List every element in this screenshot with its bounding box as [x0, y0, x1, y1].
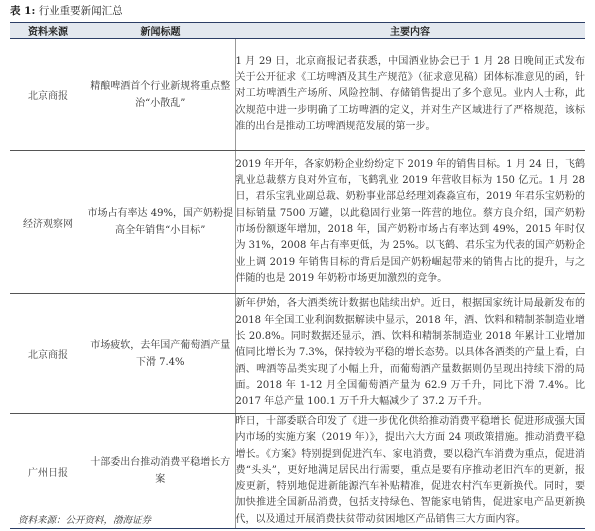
row-source: 北京商报	[10, 39, 86, 151]
table-row	[10, 151, 585, 294]
row-content	[235, 151, 585, 294]
source-note: 资料来源：公开资料，渤海证券	[18, 515, 152, 526]
row-content	[235, 39, 585, 151]
row-headline: 精酿啤酒首个行业新规将重点整治“小散乱”	[86, 39, 235, 151]
content-paragraph: 1 月 29 日，北京商报记者获悉，中国酒业协会已于 1 月 28 日晚间正式发布关于公开征求《工坊啤酒及其生产规范》（征求意见稿）团体标准意见的函，针对工坊啤酒生产场所、风险控制、存储销售提出了多个意见。业内人士称，此次规范中进一步明确了工坊啤酒的定义，并对生产区域进行了严格规范，该标准的出台是推动工坊啤酒规范发展的第一步。	[235, 55, 585, 132]
table-row	[10, 39, 585, 151]
news-summary-table	[10, 22, 585, 529]
content-paragraph: 新年伊始，各大酒类统计数据也陆续出炉。近日，根据国家统计局最新发布的 2018 年全国工业利润数据解读中显示，2018 年，酒、饮料和精制茶制造业增长 20.8%。同时数据还显示，酒、饮料和精制茶制造业 2018 年累计工业增加值同比增长为 7.3%，保持较为平稳的增长态势。以具体各酒类的产量上看，白酒、啤酒等品类实现了小幅上升，而葡萄酒产量数据则仍呈现出持续下滑的局面。2018 年 1-12 月全国葡萄酒产量为 62.9 万千升，同比下滑 7.4%。比 2017 年总产量 100.1 万千升大幅减少了 37.2 万千升。	[235, 298, 585, 408]
row-headline: 市场疲软，去年国产葡萄酒产量下滑 7.4%	[86, 294, 235, 414]
row-content	[235, 294, 585, 414]
header-content: 主要内容	[235, 23, 585, 39]
row-source: 广州日报	[10, 414, 86, 529]
row-headline: 市场占有率达 49%，国产奶粉提高全年销售“小目标”	[86, 151, 235, 294]
header-headline: 新闻标题	[86, 23, 235, 39]
row-headline: 十部委出台推动消费平稳增长方案	[86, 414, 235, 529]
header-source: 资料来源	[10, 23, 86, 39]
row-content	[235, 414, 585, 529]
row-source: 北京商报	[10, 294, 86, 414]
content-paragraph: 2019 年开年，各家奶粉企业纷纷定下 2019 年的销售目标。1 月 24 日，飞鹤乳业总裁蔡方良对外宣布，飞鹤乳业 2019 年营收目标为 150 亿元。1 月 28 日，君乐宝乳业副总裁、奶粉事业部总经理刘森淼宣布，2019 年君乐宝奶粉的目标销量 7500 万罐，以此稳固行业第一阵营的地位。蔡方良介绍，国产奶粉市场份额逐年增加，2018 年，国产奶粉市场占有率达到 49%，2015 年时仅为 31%，2008 年占有率更低，为 25%。以飞鹤、君乐宝为代表的国产奶粉企业上调 2019 年销售目标的背后是国产奶粉崛起带来的销售占比的提升，与之伴随的也是 2019 年奶粉市场更加激烈的竞争。	[235, 158, 585, 284]
content-paragraph: 昨日，十部委联合印发了《进一步优化供给推动消费平稳增长 促进形成强大国内市场的实施方案（2019 年）》，提出六大方面 24 项政策措施。推动消费平稳增长。《方案》特别提到促进汽车、家电消费，要以稳汽车消费为重点，促进消费“头头”，更好地满足居民出行需要，重点是要有序推动老旧汽车的更新，报废更新，特别地促进新能源汽车补贴精准，促进农村汽车更新换代。同时，要加快推进全国新品消费，包括支持绿色、智能家电销售，促进家电产品更新换代，以及通过开展消费扶贫带动贫困地区产品销售三大方面内容。	[235, 416, 585, 525]
table-title	[10, 3, 123, 18]
table-row	[10, 294, 585, 414]
table-header-row	[10, 23, 585, 39]
table-caption: 行业重要新闻汇总	[38, 5, 123, 17]
table-number: 表 1:	[10, 5, 36, 17]
row-source: 经济观察网	[10, 151, 86, 294]
